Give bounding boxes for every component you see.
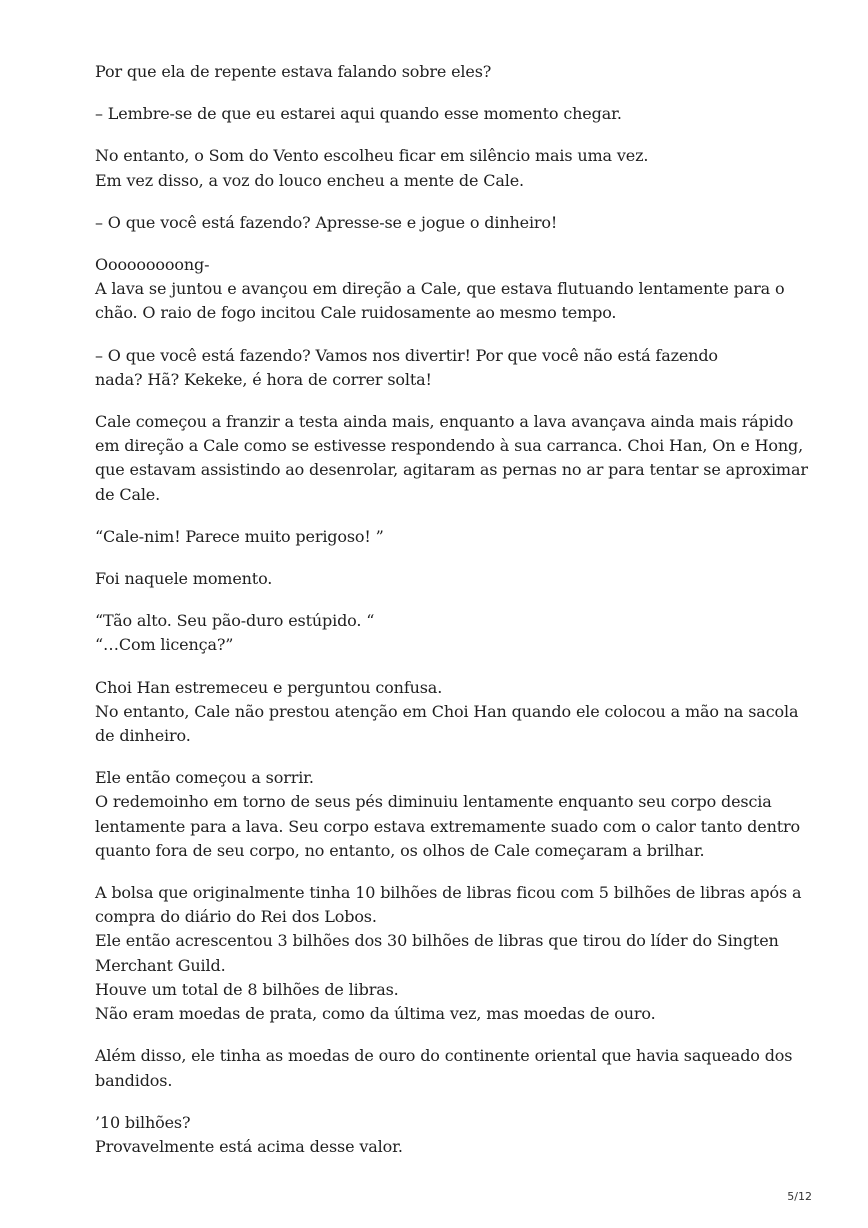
text-line: que estavam assistindo ao desenrolar, agitaram as pernas no ar para tentar se aproximar: [95, 460, 808, 480]
paragraph-8: [95, 525, 795, 549]
text-line: O redemoinho em torno de seus pés diminuiu lentamente enquanto seu corpo descia: [95, 792, 772, 812]
text-line: Provavelmente está acima desse valor.: [95, 1136, 403, 1156]
paragraph-10: [95, 609, 795, 657]
text-line: No entanto, o Som do Vento escolheu ficar em silêncio mais uma vez.: [95, 146, 649, 166]
text-line: Choi Han estremeceu e perguntou confusa.: [95, 677, 443, 697]
text-line: lentamente para a lava. Seu corpo estava extremamente suado com o calor tanto dentro: [95, 816, 801, 836]
text-line: No entanto, Cale não prestou atenção em Choi Han quando ele colocou a mão na sacola: [95, 701, 799, 721]
text-line: – O que você está fazendo? Apresse-se e jogue o dinheiro!: [95, 212, 558, 232]
text-line: “Cale-nim! Parece muito perigoso! ”: [95, 526, 384, 546]
text-line: bandidos.: [95, 1070, 173, 1090]
paragraph-7: [95, 410, 808, 507]
paragraph-3: [95, 144, 795, 192]
text-line: Por que ela de repente estava falando sobre eles?: [95, 62, 492, 81]
paragraph-11: [95, 676, 799, 749]
paragraph-5: [95, 253, 795, 326]
paragraph-9: [95, 567, 795, 591]
text-line: nada? Hã? Kekeke, é hora de correr solta!: [95, 369, 432, 389]
text-line: “Tão alto. Seu pão-duro estúpido. “: [95, 611, 375, 631]
paragraph-4: [95, 211, 795, 235]
paragraph-2: [95, 102, 795, 126]
paragraph-14: [95, 1044, 795, 1092]
text-line: compra do diário do Rei dos Lobos.: [95, 907, 377, 927]
text-line: quanto fora de seu corpo, no entanto, os olhos de Cale começaram a brilhar.: [95, 840, 705, 860]
text-line: Ooooooooong-: [95, 255, 210, 275]
page-number: 5/12: [787, 1190, 812, 1203]
text-line: A bolsa que originalmente tinha 10 bilhões de libras ficou com 5 bilhões de libras após a: [95, 883, 802, 903]
text-line: Além disso, ele tinha as moedas de ouro do continente oriental que havia saqueado dos: [95, 1046, 793, 1066]
text-line: em direção a Cale como se estivesse respondendo à sua carranca. Choi Han, On e Hong,: [95, 436, 804, 456]
text-line: ’10 bilhões?: [95, 1112, 191, 1132]
document-body: [95, 60, 808, 1177]
text-line: Em vez disso, a voz do louco encheu a mente de Cale.: [95, 170, 524, 190]
paragraph-12: [95, 766, 801, 863]
paragraph-1: [95, 60, 795, 84]
paragraph-13: [95, 881, 802, 1026]
paragraph-6: [95, 344, 795, 392]
text-line: – Lembre-se de que eu estarei aqui quando esse momento chegar.: [95, 104, 622, 124]
text-line: chão. O raio de fogo incitou Cale ruidosamente ao mesmo tempo.: [95, 303, 617, 323]
text-line: – O que você está fazendo? Vamos nos divertir! Por que você não está fazendo: [95, 345, 718, 365]
text-line: “…Com licença?”: [95, 635, 234, 655]
text-line: Ele então acrescentou 3 bilhões dos 30 bilhões de libras que tirou do líder do Singten: [95, 931, 779, 951]
text-line: Merchant Guild.: [95, 955, 226, 975]
text-line: Foi naquele momento.: [95, 569, 273, 589]
text-line: A lava se juntou e avançou em direção a Cale, que estava flutuando lentamente para o: [95, 279, 785, 299]
text-line: de Cale.: [95, 484, 161, 504]
text-line: Cale começou a franzir a testa ainda mais, enquanto a lava avançava ainda mais rápido: [95, 412, 794, 432]
text-line: Houve um total de 8 bilhões de libras.: [95, 979, 399, 999]
text-line: Ele então começou a sorrir.: [95, 768, 314, 788]
text-line: Não eram moedas de prata, como da última vez, mas moedas de ouro.: [95, 1004, 656, 1024]
text-line: de dinheiro.: [95, 726, 191, 746]
paragraph-15: [95, 1111, 795, 1159]
